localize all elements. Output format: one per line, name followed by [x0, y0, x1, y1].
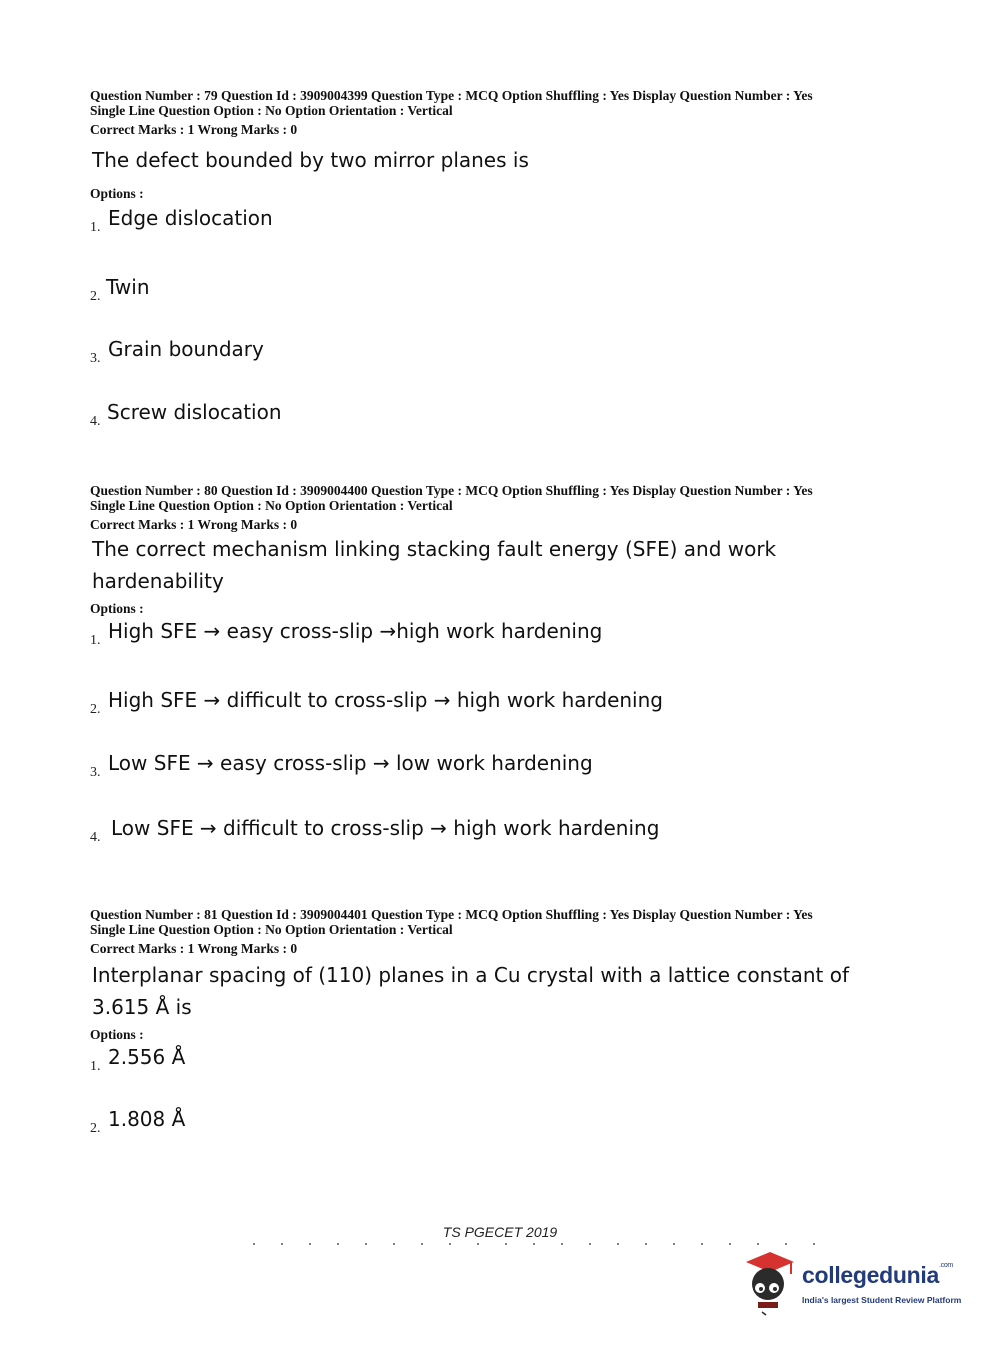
question-text-line-2: 3.615 Å is — [92, 994, 192, 1019]
question-79 — [90, 88, 910, 429]
option-1[interactable] — [90, 205, 273, 235]
meta-line-2: Single Line Question Option : No Option Orientation : Vertical — [90, 102, 453, 118]
options-label: Options : — [90, 600, 144, 616]
question-text-line-1: The correct mechanism linking stacking fault energy (SFE) and work — [92, 536, 777, 561]
option-text: Twin — [106, 274, 150, 299]
mascot-icon — [740, 1248, 800, 1318]
option-text: Screw dislocation — [107, 399, 282, 424]
option-text: Low SFE → easy cross-slip → low work hardening — [108, 750, 593, 775]
meta-line-1: Question Number : 80 Question Id : 3909004400 Question Type : MCQ Option Shuffling : Yes Display Question Number : Yes — [90, 483, 813, 498]
meta-line-1: Question Number : 79 Question Id : 3909004399 Question Type : MCQ Option Shuffling : Yes Display Question Number : Yes — [90, 88, 813, 103]
marks-line: Correct Marks : 1 Wrong Marks : 0 — [90, 517, 298, 532]
marks-line: Correct Marks : 1 Wrong Marks : 0 — [90, 941, 298, 956]
option-1[interactable] — [90, 618, 603, 648]
option-text: Grain boundary — [108, 336, 264, 361]
question-text — [92, 959, 910, 1023]
option-1[interactable] — [90, 1044, 186, 1074]
option-number: 1. — [90, 1058, 101, 1074]
option-number: 1. — [90, 219, 101, 235]
option-3[interactable] — [90, 336, 264, 366]
question-text: The defect bounded by two mirror planes is — [92, 147, 529, 172]
option-2[interactable] — [90, 687, 663, 717]
option-number: 2. — [90, 288, 101, 304]
exam-footer: TS PGECET 2019 — [442, 1224, 558, 1240]
option-text: Edge dislocation — [108, 205, 273, 230]
question-text-line-2: hardenability — [92, 568, 224, 593]
question-meta — [90, 89, 910, 138]
option-2[interactable] — [90, 274, 150, 304]
question-meta — [90, 484, 910, 533]
option-number: 3. — [90, 764, 101, 780]
option-number: 2. — [90, 701, 101, 717]
question-text — [92, 533, 910, 597]
option-text: High SFE → difficult to cross-slip → high work hardening — [108, 687, 663, 712]
meta-line-2: Single Line Question Option : No Option Orientation : Vertical — [90, 921, 453, 937]
question-81 — [90, 907, 910, 1136]
meta-line-2: Single Line Question Option : No Option Orientation : Vertical — [90, 497, 453, 513]
option-number: 1. — [90, 632, 101, 648]
option-number: 4. — [90, 829, 101, 845]
question-meta — [90, 908, 910, 957]
options-label: Options : — [90, 1026, 144, 1042]
footer-divider — [240, 1243, 820, 1245]
question-80 — [90, 483, 910, 845]
brand-name: collegedunia$^{.com}$ — [802, 1262, 953, 1288]
collegedunia-logo — [740, 1248, 980, 1318]
option-number: 4. — [90, 413, 101, 429]
option-number: 3. — [90, 350, 101, 366]
option-text: Low SFE → difficult to cross-slip → high work hardening — [111, 815, 660, 840]
option-4[interactable] — [90, 815, 660, 845]
option-2[interactable] — [90, 1106, 186, 1136]
option-text: 1.808 Å — [108, 1106, 186, 1131]
option-text: 2.556 Å — [108, 1044, 186, 1069]
option-3[interactable] — [90, 750, 593, 780]
brand-tagline: India's largest Student Review Platform — [802, 1295, 962, 1305]
options-label: Options : — [90, 185, 144, 201]
question-text-line-1: Interplanar spacing of (110) planes in a Cu crystal with a lattice constant of — [92, 962, 850, 987]
brand-superscript: .com — [938, 1262, 953, 1269]
marks-line: Correct Marks : 1 Wrong Marks : 0 — [90, 122, 298, 137]
option-number: 2. — [90, 1120, 101, 1136]
meta-line-1: Question Number : 81 Question Id : 3909004401 Question Type : MCQ Option Shuffling : Yes Display Question Number : Yes — [90, 907, 813, 922]
option-4[interactable] — [90, 399, 282, 429]
option-text: High SFE → easy cross-slip →high work hardening — [108, 618, 603, 643]
